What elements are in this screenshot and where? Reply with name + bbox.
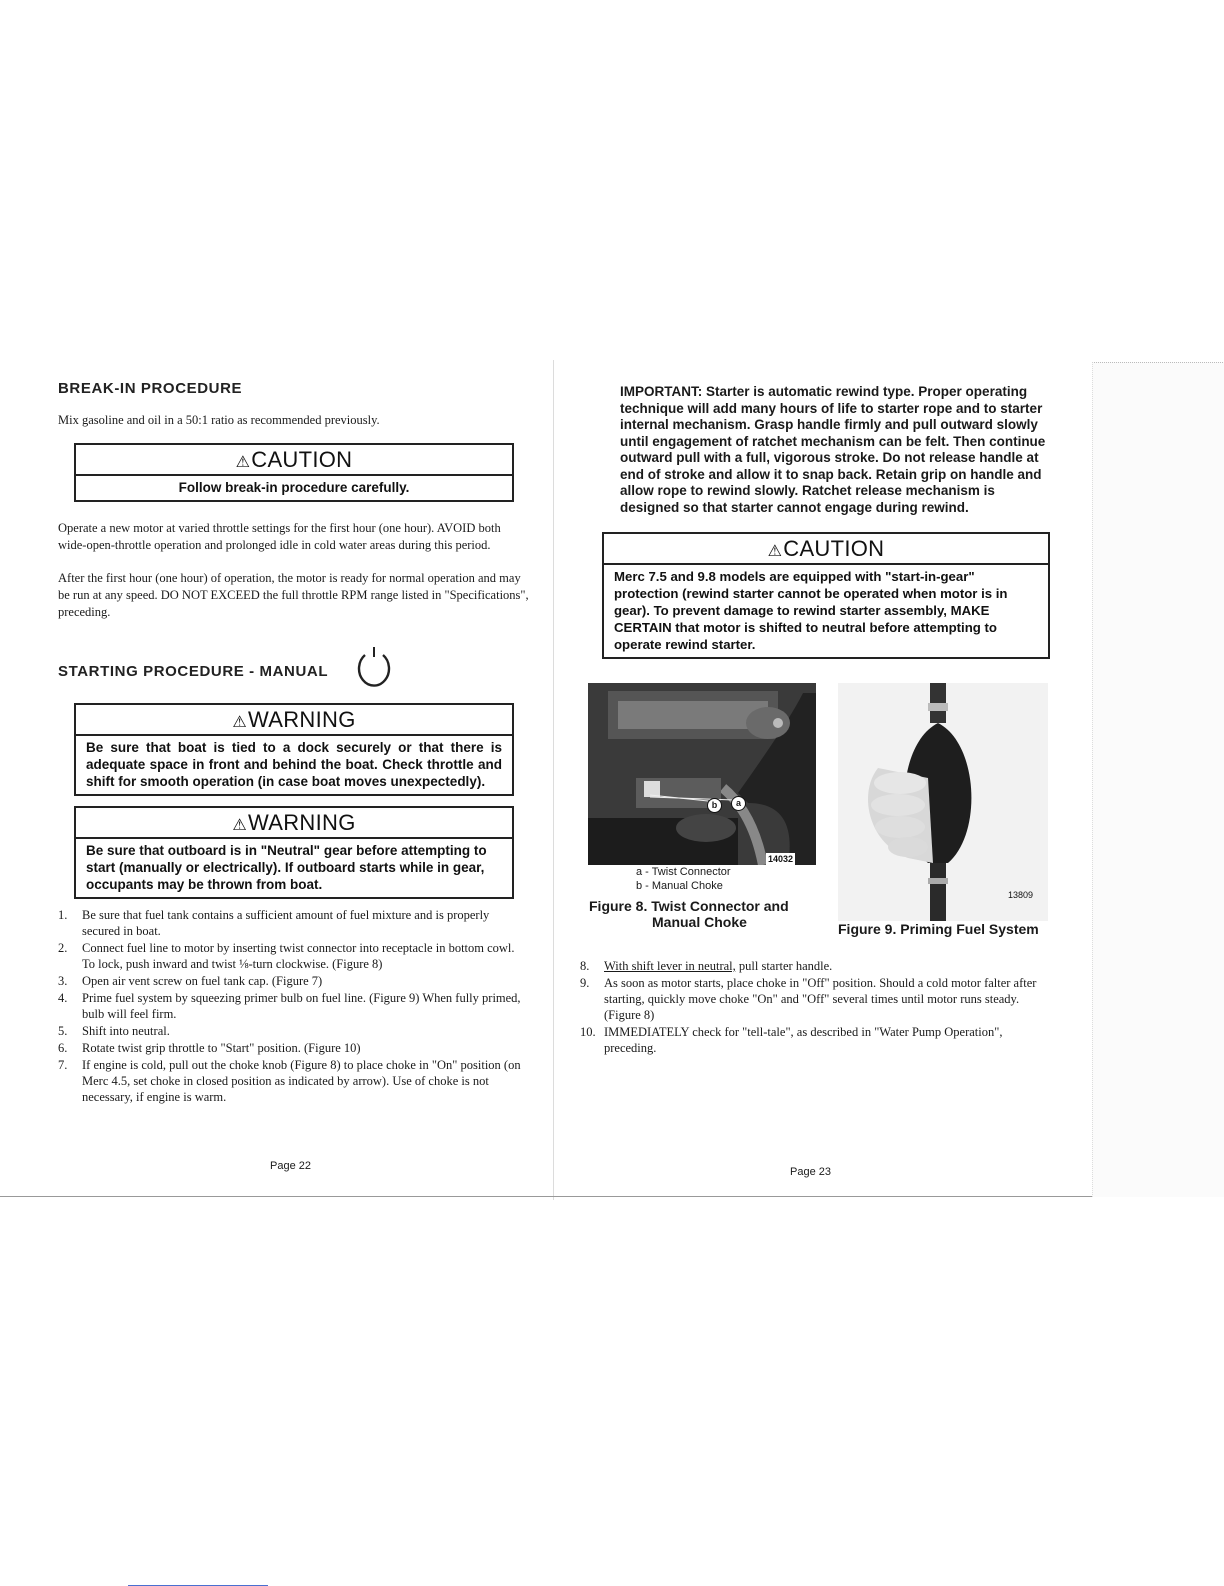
list-item: 10. IMMEDIATELY check for "tell-tale", as described in "Water Pump Operation", preceding. [580, 1025, 1003, 1055]
list-item: 5. Shift into neutral. [58, 1024, 170, 1038]
list-item: 7. If engine is cold, pull out the choke knob (Figure 8) to place choke in "On" position (on Merc 4.5, set choke in closed position as indicated by arrow). Use of choke is not necessary, if engine is warm. [58, 1058, 521, 1104]
list-item: 1. Be sure that fuel tank contains a sufficient amount of fuel mixture and is properly secured in boat. [58, 908, 490, 938]
warning-box-1 [74, 703, 514, 796]
rewind-caution-box [602, 532, 1050, 659]
break-in-paragraph-2: After the first hour (one hour) of operation, the motor is ready for normal operation and may be run at any speed. DO NOT EXCEED the full throttle RPM range listed in "Specifications", preceding. [58, 571, 529, 619]
warning-title-2: ⚠WARNING [76, 808, 512, 839]
callout-a-marker: a [731, 796, 746, 811]
right-page [580, 384, 1050, 659]
manual-rope-start-icon [353, 645, 395, 691]
warning-triangle-icon: ⚠ [767, 543, 783, 560]
warning-triangle-icon: ⚠ [232, 714, 248, 731]
page-number-left: Page 22 [270, 1160, 311, 1172]
figure-8-caption-line-2: Manual Choke [652, 914, 747, 930]
figure-9-caption: Figure 9. Priming Fuel System [838, 921, 1039, 937]
break-in-paragraph-1: Operate a new motor at varied throttle settings for the first hour (one hour). AVOID both wide-open-throttle operation and prolonged idle in cold water areas during this period. [58, 521, 501, 552]
warning-title-1: ⚠WARNING [76, 705, 512, 736]
warning-text-2: Be sure that outboard is in "Neutral" gear before attempting to start (manually or electrically). If outboard starts while in gear, occupants may be thrown from boat. [86, 843, 487, 892]
caution-text: Merc 7.5 and 9.8 models are equipped with "start-in-gear" protection (rewind starter cannot be operated when motor is in gear). To prevent damage to rewind starter assembly, MAKE CERTAIN that motor is shifted to neutral before attempting to operate rewind starter. [614, 569, 1008, 652]
figure-8-legend-a: a - Twist Connector [636, 866, 731, 878]
starting-procedure-heading: STARTING PROCEDURE - MANUAL [58, 663, 329, 680]
caution-title: ⚠CAUTION [76, 445, 512, 476]
figure-8-legend-b: b - Manual Choke [636, 880, 723, 892]
list-item: 8. With shift lever in neutral, pull starter handle. [580, 959, 833, 973]
warning-box-2 [74, 806, 514, 899]
figure-8-photo [588, 683, 816, 865]
figure-8-caption-line-1: Figure 8. Twist Connector and [589, 898, 789, 914]
right-steps [580, 958, 1050, 1057]
caution-text: Follow break-in procedure carefully. [178, 480, 410, 495]
break-in-intro: Mix gasoline and oil in a 50:1 ratio as recommended previously. [58, 413, 380, 427]
figure-8-code: 14032 [768, 854, 794, 864]
starting-heading-row [58, 647, 530, 691]
list-item: 3. Open air vent screw on fuel tank cap. (Figure 7) [58, 974, 323, 988]
break-in-caution-box [74, 443, 514, 502]
engine-illustration [588, 683, 816, 865]
warning-triangle-icon: ⚠ [235, 454, 251, 471]
list-item: 2. Connect fuel line to motor by inserting twist connector into receptacle in bottom cowl. To lock, push inward and twist ⅛-turn clockwise. (Figure 8) [58, 941, 515, 971]
warning-triangle-icon: ⚠ [232, 817, 248, 834]
figure-9-code: 13809 [1008, 890, 1034, 900]
list-item: 4. Prime fuel system by squeezing primer bulb on fuel line. (Figure 9) When fully primed, bulb will feel firm. [58, 991, 521, 1021]
adjacent-page-edge [1092, 362, 1224, 1197]
page-number-right: Page 23 [790, 1166, 831, 1178]
warning-text-1: Be sure that boat is tied to a dock securely or that there is adequate space in front and behind the boat. Check throttle and shift for smooth operation (in case boat moves unexpectedly). [86, 740, 502, 789]
important-note: IMPORTANT: Starter is automatic rewind type. Proper operating technique will add many hours of life to starter rope and to starter internal mechanism. Grasp handle firmly and pull outward slowly until engagement of ratchet mechanism can be felt. Then continue outward pull with a full, vigorous stroke. Do not release handle at end of stroke and allow it to snap back. Retain grip on handle and allow rope to rewind slowly. Ratchet release mechanism is designed so that starter cannot engage during rewind. [620, 384, 1046, 515]
page-fold-line [553, 360, 554, 1200]
list-item: 9. As soon as motor starts, place choke in "Off" position. Should a cold motor falter after starting, quickly move choke "On" and "Off" several times until motor runs steady. (Figure 8) [580, 976, 1037, 1022]
break-in-heading: BREAK-IN PROCEDURE [58, 380, 243, 397]
left-page [58, 380, 530, 1106]
starting-steps-list-continued [580, 958, 1050, 1056]
page-bottom-edge [0, 1196, 1224, 1197]
primer-bulb-illustration [838, 683, 1048, 921]
caution-title: ⚠CAUTION [604, 534, 1048, 565]
list-item: 6. Rotate twist grip throttle to "Start" position. (Figure 10) [58, 1041, 361, 1055]
callout-b-marker: b [707, 798, 722, 813]
figure-9-photo [838, 683, 1048, 921]
starting-steps-list [58, 907, 530, 1105]
